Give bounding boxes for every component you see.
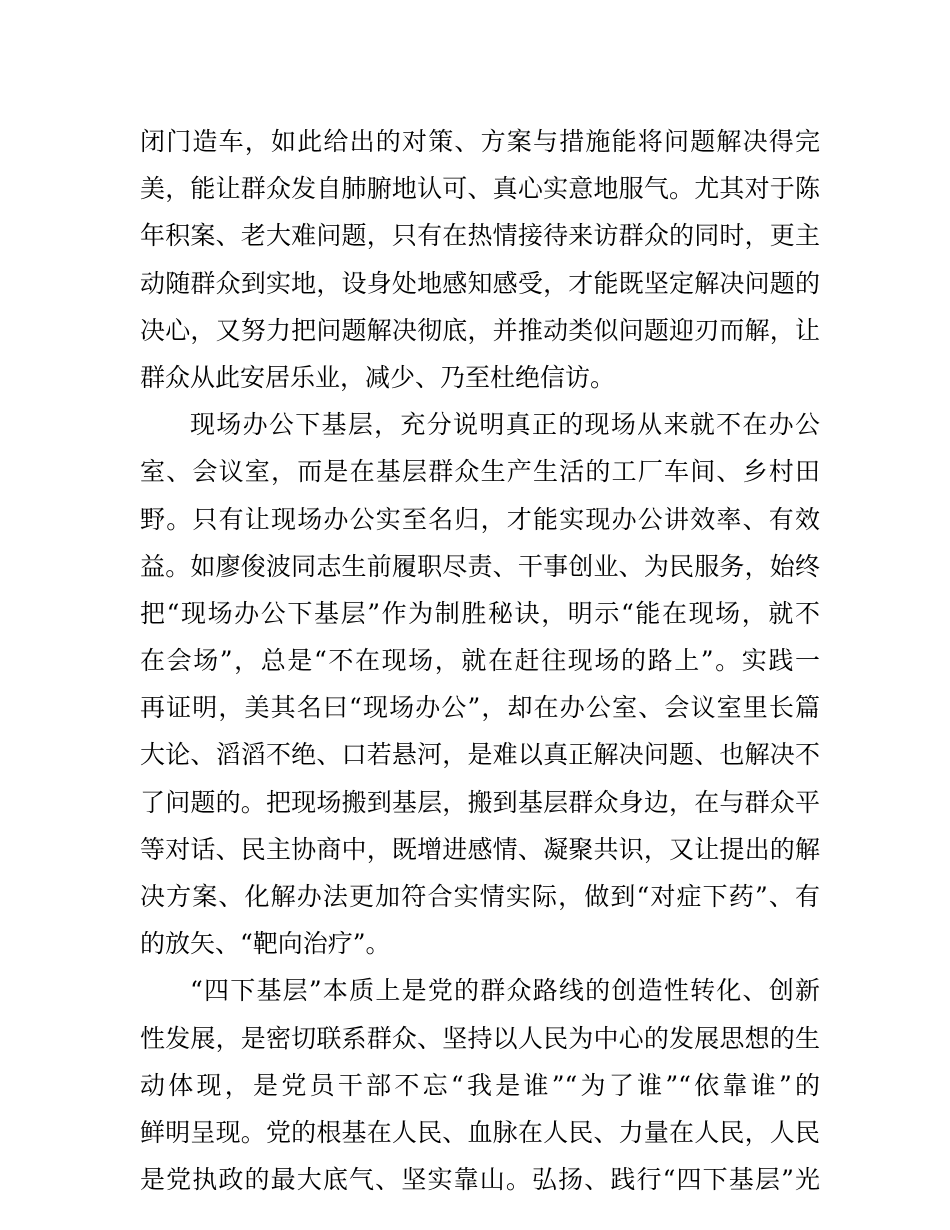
text-line: 把“现场办公下基层”作为制胜秘诀，明示“能在现场，就不 [140,598,820,628]
text-line: 动体现，是党员干部不忘“我是谁”“为了谁”“依靠谁”的 [140,1070,820,1100]
text-line: 美，能让群众发自肺腑地认可、真心实意地服气。尤其对于陈 [140,174,820,204]
body-text [140,118,820,1203]
text-line: 大论、滔滔不绝、口若悬河，是难以真正解决问题、也解决不 [140,740,820,770]
text-line: 益。如廖俊波同志生前履职尽责、干事创业、为民服务，始终 [140,551,820,581]
text-line: 年积案、老大难问题，只有在热情接待来访群众的同时，更主 [140,221,820,251]
text-line: 动随群众到实地，设身处地感知感受，才能既坚定解决问题的 [140,268,820,298]
text-line: 室、会议室，而是在基层群众生产生活的工厂车间、乡村田 [140,457,820,487]
text-line: 闭门造车，如此给出的对策、方案与措施能将问题解决得完 [140,127,820,156]
text-line: 决心，又努力把问题解决彻底，并推动类似问题迎刃而解，让 [140,315,820,345]
text-line: 等对话、民主协商中，既增进感情、凝聚共识，又让提出的解 [140,834,820,864]
paragraph-first-line: 现场办公下基层，充分说明真正的现场从来就不在办公 [190,410,820,440]
text-line: 决方案、化解办法更加符合实情实际，做到“对症下药”、有 [140,882,820,911]
text-line: 群众从此安居乐业，减少、乃至杜绝信访。 [140,362,616,392]
text-line: 野。只有让现场办公实至名归，才能实现办公讲效率、有效 [140,504,820,534]
text-line: 在会场”，总是“不在现场，就在赶往现场的路上”。实践一 [140,646,820,676]
text-line: 是党执政的最大底气、坚实靠山。弘扬、践行“四下基层”光 [140,1165,820,1195]
paragraph-first-line: “四下基层”本质上是党的群众路线的创造性转化、创新 [190,976,820,1006]
text-line: 再证明，美其名曰“现场办公”，却在办公室、会议室里长篇 [140,693,820,723]
text-line: 鲜明呈现。党的根基在人民、血脉在人民、力量在人民，人民 [140,1117,820,1147]
text-line: 性发展，是密切联系群众、坚持以人民为中心的发展思想的生 [140,1023,820,1053]
text-line: 了问题的。把现场搬到基层，搬到基层群众身边，在与群众平 [140,787,820,817]
text-line: 的放矢、“靶向治疗”。 [140,929,391,959]
